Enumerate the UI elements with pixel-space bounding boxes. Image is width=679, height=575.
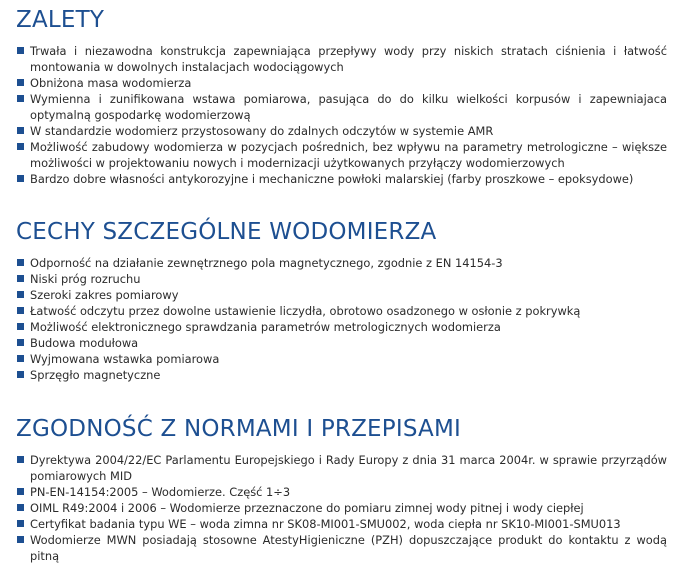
list-zalety — [17, 43, 667, 187]
section-title-zalety: ZALETY — [16, 7, 105, 33]
list-item: Wodomierze MWN posiadają stosowne AtestyHigieniczne (PZH) dopuszczające produkt do kontaktu z wodą pitną — [17, 532, 667, 564]
list-item: Wyjmowana wstawka pomiarowa — [17, 351, 667, 367]
square-bullet-icon — [17, 95, 24, 102]
square-bullet-icon — [17, 504, 24, 511]
section-title-zgodnosc: ZGODNOŚĆ Z NORMAMI I PRZEPISAMI — [16, 416, 462, 442]
square-bullet-icon — [17, 355, 24, 362]
square-bullet-icon — [17, 371, 24, 378]
square-bullet-icon — [17, 175, 24, 182]
list-item: Wymienna i zunifikowana wstawa pomiarowa, pasująca do do kilku wielkości korpusów i zapewniajaca optymalną gospodarkę wodomierzową — [17, 91, 667, 123]
list-item: Sprzęgło magnetyczne — [17, 367, 667, 383]
square-bullet-icon — [17, 456, 24, 463]
list-item: Możliwość zabudowy wodomierza w pozycjach pośrednich, bez wpływu na parametry metrologiczne – większe możliwości w projektowaniu nowych i modernizacji użytkowanych przyłączy wodomierzowych — [17, 139, 667, 171]
square-bullet-icon — [17, 127, 24, 134]
list-zgodnosc — [17, 452, 667, 564]
list-item: Dyrektywa 2004/22/EC Parlamentu Europejskiego i Rady Europy z dnia 31 marca 2004r. w sprawie przyrządów pomiarowych MID — [17, 452, 667, 484]
square-bullet-icon — [17, 275, 24, 282]
list-cechy — [17, 255, 667, 383]
square-bullet-icon — [17, 488, 24, 495]
list-item: Szeroki zakres pomiarowy — [17, 287, 667, 303]
square-bullet-icon — [17, 339, 24, 346]
list-item: Odporność na działanie zewnętrznego pola magnetycznego, zgodnie z EN 14154-3 — [17, 255, 667, 271]
square-bullet-icon — [17, 307, 24, 314]
list-item: Łatwość odczytu przez dowolne ustawienie liczydła, obrotowo osadzonego w osłonie z pokrywką — [17, 303, 667, 319]
square-bullet-icon — [17, 520, 24, 527]
list-item: Certyfikat badania typu WE – woda zimna nr SK08-MI001-SMU002, woda ciepła nr SK10-MI001-SMU013 — [17, 516, 667, 532]
square-bullet-icon — [17, 47, 24, 54]
list-item: OIML R49:2004 i 2006 – Wodomierze przeznaczone do pomiaru zimnej wody pitnej i wody ciepłej — [17, 500, 667, 516]
list-item: Budowa modułowa — [17, 335, 667, 351]
square-bullet-icon — [17, 323, 24, 330]
square-bullet-icon — [17, 79, 24, 86]
list-item: W standardzie wodomierz przystosowany do zdalnych odczytów w systemie AMR — [17, 123, 667, 139]
square-bullet-icon — [17, 291, 24, 298]
square-bullet-icon — [17, 536, 24, 543]
list-item: Obniżona masa wodomierza — [17, 75, 667, 91]
list-item: Trwała i niezawodna konstrukcja zapewniająca przepływy wody przy niskich stratach ciśnienia i łatwość montowania w dowolnych instalacjach wodociągowych — [17, 43, 667, 75]
list-item: Możliwość elektronicznego sprawdzania parametrów metrologicznych wodomierza — [17, 319, 667, 335]
square-bullet-icon — [17, 143, 24, 150]
list-item: Bardzo dobre własności antykorozyjne i mechaniczne powłoki malarskiej (farby proszkowe – epoksydowe) — [17, 171, 667, 187]
square-bullet-icon — [17, 259, 24, 266]
section-title-cechy: CECHY SZCZEGÓLNE WODOMIERZA — [16, 219, 437, 245]
list-item: PN-EN-14154:2005 – Wodomierze. Część 1÷3 — [17, 484, 667, 500]
list-item: Niski próg rozruchu — [17, 271, 667, 287]
